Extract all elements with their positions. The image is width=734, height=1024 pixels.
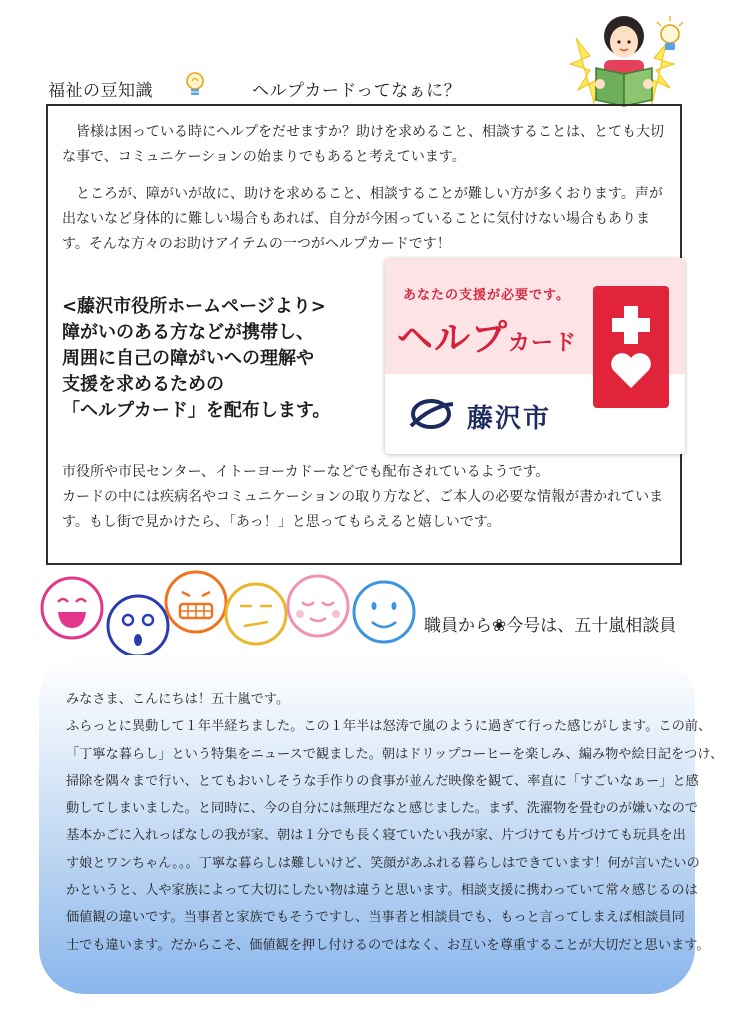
city-quote — [62, 294, 382, 424]
fujisawa-logo-icon — [407, 396, 459, 432]
article-paragraph: 皆様は困っている時にヘルプをだせますか？助けを求めること、相談することは、とても大切な事で、コミュニケーションの始まりでもあると考えています。 — [62, 124, 664, 165]
card-need-text: あなたの支援が必要です。 — [403, 288, 570, 303]
article-paragraph: ところが、障がいが故に、助けを求めること、相談することが難しい方が多くおります。声が出ないなど身体的に難しい場合もあれば、自分が今困っていることに気付けない場合もあります。そんな方々のお助けアイテムの一つがヘルプカードです！ — [62, 186, 663, 252]
message-line: 動してしまいました。と同時に、今の自分には無理だなと感じました。まず、洗濯物を畳むのが嫌いなので — [66, 801, 698, 817]
smile-face-icon — [354, 582, 414, 642]
quote-line: 障がいのある方などが携帯し、 — [62, 322, 314, 343]
laughing-face-icon — [42, 578, 102, 638]
message-line: 基本かごに入れっぱなしの我が家、朝は１分でも長く寝ていたい我が家、片づけても片づけても玩具を出 — [66, 828, 686, 844]
staff-section-title: 職員から❀今号は、五十嵐相談員 — [424, 616, 677, 636]
section-title: 福祉の豆知識 — [48, 81, 153, 101]
message-line: かというと、人や家族によって大切にしたい物は違うと思います。相談支援に携わっていて常々感じるのは — [66, 883, 698, 899]
message-line: 掃除を隅々まで行い、とてもおいしそうな手作りの食事が並んだ映像を観て、率直に「すごいなぁー」と感 — [66, 773, 699, 789]
quote-line: 周囲に自己の障がいへの理解や — [62, 348, 314, 369]
card-name: ヘルプカード — [397, 318, 578, 359]
message-line: 士でも違います。だからこそ、価値観を押し付けるのではなく、お互いを尊重することが大切だと思います。 — [66, 937, 710, 953]
smirk-face-icon — [226, 584, 286, 644]
quote-line: 支援を求めるための — [62, 374, 224, 395]
cross-heart-icon — [593, 286, 669, 408]
message-line: 価値観の違いです。当事者と家族でもそうですし、当事者と相談員でも、もっと言ってしまえば相談員同 — [66, 910, 685, 926]
quote-line: 「ヘルプカード」を配布します。 — [62, 400, 331, 421]
face-row — [34, 568, 426, 668]
quote-line: <藤沢市役所ホームページより> — [62, 296, 326, 317]
message-line: す娘とワンちゃん。。。丁寧な暮らしは難しいけど、笑顔があふれる暮らしはできています！何が言いたいの — [66, 855, 700, 871]
surprised-face-icon — [108, 596, 168, 656]
staff-message — [66, 686, 724, 959]
message-line: 「丁寧な暮らし」という特集をニュースで観ました。朝はドリップコーヒーを楽しみ、編み物や絵日記をつけ、 — [66, 746, 724, 762]
content-face-icon — [288, 576, 348, 636]
lightbulb-icon — [654, 16, 686, 56]
message-line: ふらっとに異動して１年半経ちました。この１年半は怒涛で嵐のように過ぎて行った感じがします。この前、 — [66, 719, 712, 735]
message-line: みなさま、こんにちは！五十嵐です。 — [66, 692, 290, 707]
article-paragraph: 市役所や市民センター、イトーヨーカドーなどでも配布されているようです。 — [62, 464, 550, 480]
article-paragraph: カードの中には疾病名やコミュニケーションの取り方など、ご本人の必要な情報が書かれています。もし街で見かけたら、「あっ！」と思ってもらえると嬉しいです。 — [62, 489, 664, 530]
lightbulb-icon — [184, 70, 206, 100]
section-subtitle: ヘルプカードってなぁに？ — [252, 81, 462, 101]
card-red-panel — [593, 286, 669, 408]
grimace-face-icon — [166, 572, 226, 632]
card-city-name: 藤沢市 — [467, 404, 552, 434]
help-card-image — [385, 258, 685, 454]
